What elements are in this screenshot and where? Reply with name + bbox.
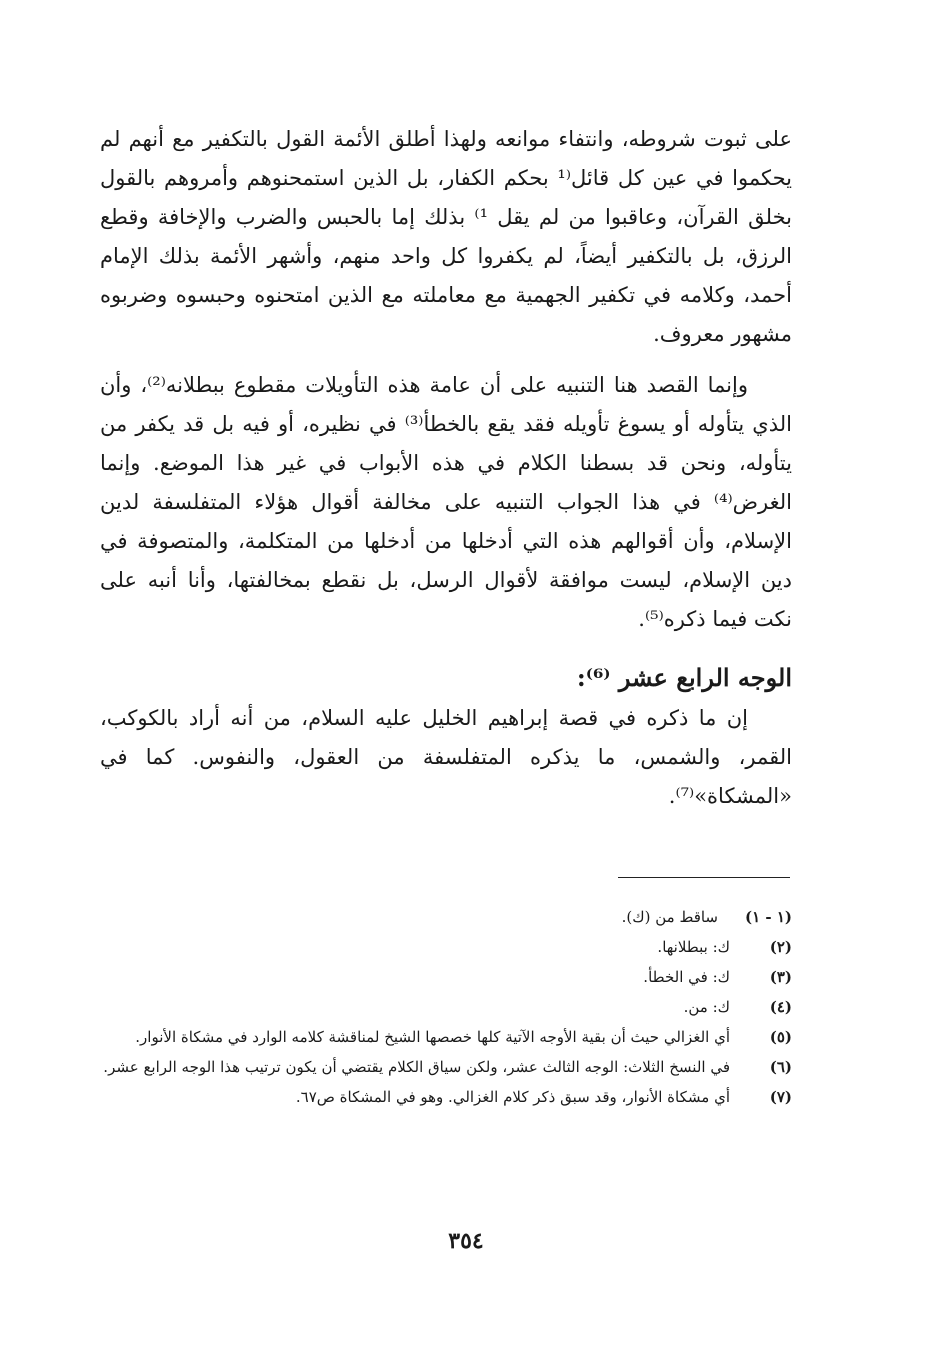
footnote-text: ك: في الخطأ. bbox=[643, 968, 730, 986]
footnote-number: (٢) bbox=[769, 938, 792, 956]
paragraph-1: على ثبوت شروطه، وانتفاء موانعه ولهذا أطلق الأئمة القول بالتكفير مع أنهم لم يحكموا في عين كل قائل⁽¹ بحكم الكفار، بل الذين استمحنوهم وأمروهم بالقول بخلق القرآن، وعاقبوا من لم يقل ¹⁾ بذلك إما بالحبس والضرب والإخافة وقطع الرزق، بل بالتكفير أيضاً، لم يكفروا كل واحد منهم، وأشهر الأئمة بذلك الإمام أحمد، وكلامه في تكفير الجهمية مع معاملته مع الذين امتحنوه وحبسوه وضربوه مشهور معروف. bbox=[100, 127, 792, 346]
footnote bbox=[100, 932, 792, 962]
footnote bbox=[100, 992, 792, 1022]
main-text bbox=[100, 120, 792, 816]
footnote-text: ساقط من (ك). bbox=[621, 908, 718, 926]
footnotes bbox=[100, 902, 792, 1112]
section-heading: الوجه الرابع عشر ⁽⁶⁾: bbox=[576, 663, 792, 692]
footnote-number: (٧) bbox=[769, 1088, 792, 1106]
footnote bbox=[100, 1082, 792, 1112]
paragraph-3: إن ما ذكره في قصة إبراهيم الخليل عليه السلام، من أنه أراد بالكوكب، القمر، والشمس، ما يذكره المتفلسفة من العقول، والنفوس. كما في «المشكاة»⁽⁷⁾. bbox=[100, 706, 792, 808]
footnote-separator bbox=[618, 877, 790, 878]
footnote bbox=[100, 962, 792, 992]
footnote bbox=[100, 1022, 792, 1052]
footnote-text: ك: ببطلانها. bbox=[657, 938, 730, 956]
footnote-text: ك: من. bbox=[683, 998, 730, 1016]
page-number: ٣٥٤ bbox=[448, 1228, 484, 1254]
paragraph-2: وإنما القصد هنا التنبيه على أن عامة هذه التأويلات مقطوع ببطلانه⁽²⁾، وأن الذي يتأوله أو يسوغ تأويله فقد يقع بالخطأ⁽³⁾ في نظيره، أو فيه بل قد يكفر من يتأوله، ونحن قد بسطنا الكلام في هذه الأبواب في غير هذا الموضع. وإنما الغرض⁽⁴⁾ في هذا الجواب التنبيه على مخالفة أقوال هؤلاء المتفلسفة لدين الإسلام، وأن أقوالهم هذه التي أدخلها من أدخلها من المتكلمة، والمتصوفة في دين الإسلام، ليست موافقة لأقوال الرسل، بل نقطع بمخالفتها، وأنا أنبه على نكت فيما ذكره⁽⁵⁾. bbox=[100, 373, 793, 631]
footnote-number: (٣) bbox=[769, 968, 792, 986]
footnote-text: في النسخ الثلاث: الوجه الثالث عشر، ولكن سياق الكلام يقتضي أن يكون ترتيب هذا الوجه الرابع عشر. bbox=[103, 1058, 730, 1076]
footnote-number: (٥) bbox=[769, 1028, 792, 1046]
footnote-text: أي مشكاة الأنوار، وقد سبق ذكر كلام الغزالي. وهو في المشكاة ص٦٧. bbox=[295, 1088, 730, 1106]
footnote-number: (٦) bbox=[769, 1058, 792, 1076]
footnote-text: أي الغزالي حيث أن بقية الأوجه الآتية كلها خصصها الشيخ لمناقشة كلامه الوارد في مشكاة الأنوار. bbox=[135, 1028, 730, 1046]
footnote bbox=[100, 1052, 792, 1082]
footnote-number: (٤) bbox=[769, 998, 792, 1016]
footnote bbox=[100, 902, 792, 932]
footnote-number: (١ - ١) bbox=[744, 908, 792, 926]
